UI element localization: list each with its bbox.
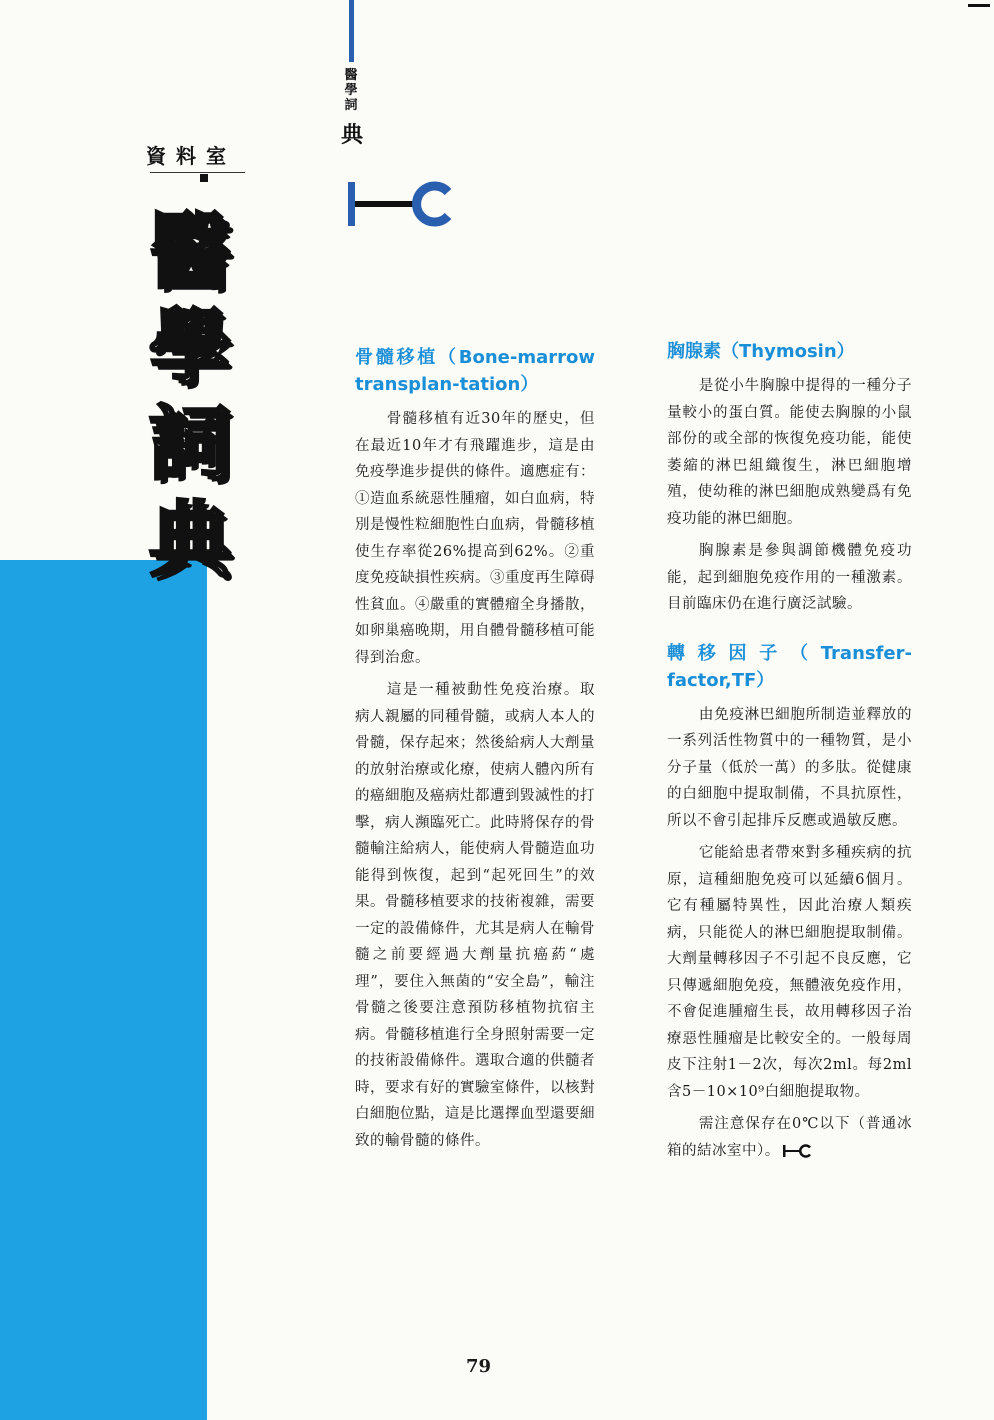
title-char-1: 醫 xyxy=(148,205,231,300)
section-rule xyxy=(150,172,245,173)
vertical-char-1: 醫 xyxy=(344,68,358,83)
transfer-factor-paragraph-1: 由免疫淋巴細胞所制造並釋放的一系列活性物質中的一種物質，是小分子量（低於一萬）的多肽。從健康的白細胞中提取制備，不具抗原性，所以不會引起排斥反應或過敏反應。 xyxy=(667,706,912,829)
section-label: 資料室 xyxy=(146,144,236,168)
bone-marrow-paragraph-2: 這是一種被動性免疫治療。取病人親屬的同種骨髓，或病人本人的骨髓，保存起來；然後給病人大劑量的放射治療或化療，使病人體內所有的癌細胞及癌病灶都遭到毀滅性的打擊，病人瀕臨死亡。此時將保存的骨髓輸注給病人，能使病人骨髓造血功能得到恢復，起到“起死回生”的效果。骨髓移植要求的技術複雜，需要一定的設備條件，尤其是病人在輸骨髓之前要經過大劑量抗癌葯“處理”，要住入無菌的“安全島”，輸注骨髓之後要注意預防移植物抗宿主病。骨髓移植進行全身照射需要一定的技術設備條件。選取合適的供髓者時，要求有好的實驗室條件，以核對白細胞位點，這是比選擇血型還要細致的輸骨髓的條件。 xyxy=(355,682,595,1149)
section-big-title xyxy=(140,205,240,589)
thymosin-heading: 胸腺素（Thymosin） xyxy=(667,341,855,362)
vertical-char-4: 典 xyxy=(341,123,364,148)
bone-marrow-heading: 骨髓移植（Bone-marrow transplan-tation） xyxy=(355,347,595,395)
right-column xyxy=(667,338,912,1170)
vertical-char-3: 詞 xyxy=(344,98,358,113)
thymosin-paragraph-1: 是從小牛胸腺中提得的一種分子量較小的蛋白質。能使去胸腺的小鼠部份的或全部的恢復免疫功能，能使萎縮的淋巴組織復生，淋巴細胞增殖，使幼稚的淋巴細胞成熟變爲有免疫功能的淋巴細胞。 xyxy=(667,378,912,527)
column-vertical-title xyxy=(341,68,364,149)
hc-end-mark-icon xyxy=(782,1144,812,1158)
transfer-factor-paragraph-2: 它能給患者帶來對多種疾病的抗原，這種細胞免疫可以延續6個月。它有種屬特異性，因此治療人類疾病，只能從人的淋巴細胞提取制備。大劑量轉移因子不引起不良反應，它只傳遞細胞免疫，無體液免疫作用，不會促進腫瘤生長，故用轉移因子治療惡性腫瘤是比較安全的。一般每周皮下注射1－2次，每次2ml。每2ml含5－10×10⁹白細胞提取物。 xyxy=(667,845,912,1100)
transfer-factor-heading: 轉移因子（Transfer-factor,TF） xyxy=(667,642,912,691)
title-char-2: 學 xyxy=(148,301,231,396)
title-char-3: 詞 xyxy=(148,397,231,492)
vertical-char-2: 學 xyxy=(344,83,358,98)
page-number: 79 xyxy=(466,1356,492,1377)
transfer-factor-paragraph-3-text: 需注意保存在0℃以下（普通冰箱的結冰室中）。 xyxy=(667,1116,912,1159)
thymosin-paragraph-2: 胸腺素是參與調節機體免疫功能，起到細胞免疫作用的一種激素。目前臨床仍在進行廣泛試驗。 xyxy=(667,543,912,612)
bone-marrow-paragraph-1: 骨髓移植有近30年的歷史，但在最近10年才有飛躍進步，這是由免疫學進步提供的條件。適應症有：①造血系統惡性腫瘤，如白血病，特別是慢性粒細胞性白血病，骨髓移植使生存率從26%提高到62%。②重度免疫缺損性疾病。③重度再生障碍性貧血。④嚴重的實體瘤全身播散，如卵巢癌晚期，用自體骨髓移植可能得到治愈。 xyxy=(355,411,595,666)
column-vertical-line xyxy=(349,0,354,62)
section-square xyxy=(200,174,208,182)
transfer-factor-paragraph-3 xyxy=(667,1111,912,1164)
title-char-4: 典 xyxy=(148,493,231,588)
corner-mark xyxy=(968,4,990,7)
left-column xyxy=(355,344,595,1160)
hc-logo-icon xyxy=(346,180,456,228)
